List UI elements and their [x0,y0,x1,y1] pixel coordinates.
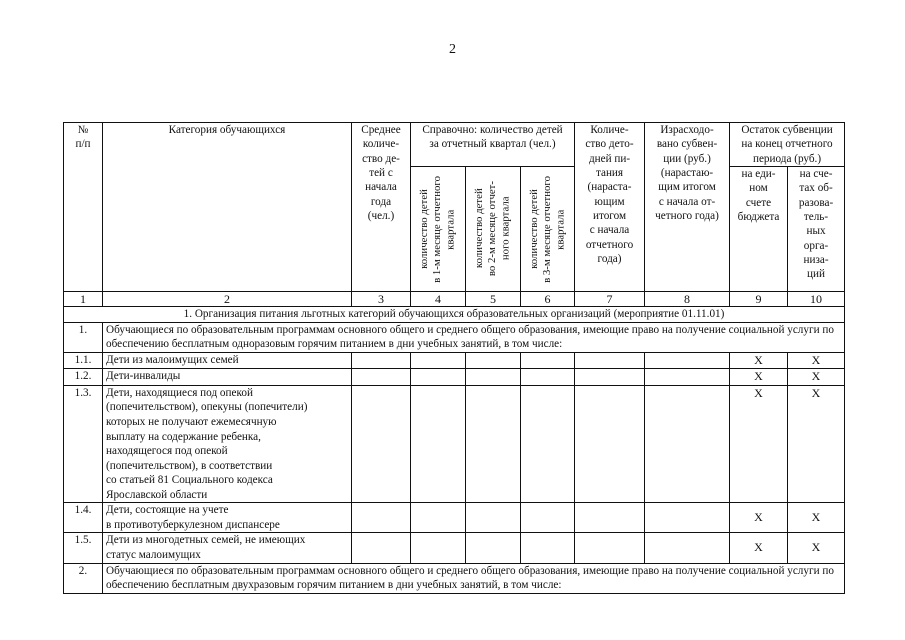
row-1-3-cell-8 [645,385,730,503]
row-1-2-cell-6 [521,369,575,386]
row-1-3-cell-10: X [788,385,845,503]
row-1-num: 1. [64,322,103,352]
row-1-5-cell-7 [575,533,645,563]
table-row-1-1 [64,352,845,369]
header-row-1 [64,123,845,167]
row-1-3-cell-4 [411,385,466,503]
row-1-5-cell-3 [352,533,411,563]
column-number-row [64,291,845,306]
colnum-4: 4 [411,291,466,306]
row-1-5-cell-9: X [730,533,788,563]
colnum-2: 2 [103,291,352,306]
colnum-5: 5 [466,291,521,306]
section-1-row [64,306,845,322]
row-1-3-text: Дети, находящиеся под опекой (попечительством), опекуны (попечители) которых не получают ежемесячную выплату на содержание ребенка, находящегося под опекой (попечительством), в соответствии со статьей 81 Социального кодекса Ярославской области [103,385,352,503]
row-1-4-cell-6 [521,503,575,533]
row-1-5-text: Дети из многодетных семей, не имеющих статус малоимущих [103,533,352,563]
row-1-1-text: Дети из малоимущих семей [103,352,352,369]
row-1-2-cell-3 [352,369,411,386]
header-month-2-label: количество детей во 2-м месяце отчет- ного квартала [473,181,512,277]
row-1-1-cell-10: X [788,352,845,369]
row-2-text: Обучающиеся по образовательным программам основного общего и среднего общего образования, имеющие право на получение социальной услуги по обеспечению бесплатным двухразовым горячим питанием в дни учебных занятий, в том числе: [103,563,845,593]
row-1-1-cell-4 [411,352,466,369]
row-1-2-cell-7 [575,369,645,386]
row-1-4-text: Дети, состоящие на учете в противотуберкулезном диспансере [103,503,352,533]
header-month-3-label: количество детей в 3-м месяце отчетного квартала [527,175,567,283]
header-balance-orgs: на сче- тах об- разова- тель- ных орга- низа- ций [788,166,845,291]
row-1-4-cell-5 [466,503,521,533]
table-row-1-4 [64,503,845,533]
table-row-2 [64,563,845,593]
row-1-2-cell-4 [411,369,466,386]
row-1-3-cell-5 [466,385,521,503]
row-1-4-cell-10: X [788,503,845,533]
row-1-4-cell-9: X [730,503,788,533]
row-1-3-cell-9: X [730,385,788,503]
row-1-2-cell-5 [466,369,521,386]
row-1-5-num: 1.5. [64,533,103,563]
row-1-5-cell-10: X [788,533,845,563]
header-month-3 [521,166,575,291]
colnum-10: 10 [788,291,845,306]
row-1-4-cell-3 [352,503,411,533]
row-1-2-cell-10: X [788,369,845,386]
header-month-1 [411,166,466,291]
row-1-5-cell-8 [645,533,730,563]
row-1-1-cell-8 [645,352,730,369]
row-1-5-cell-6 [521,533,575,563]
row-1-5-cell-4 [411,533,466,563]
colnum-8: 8 [645,291,730,306]
header-balance: Остаток субвенции на конец отчетного периода (руб.) [730,123,845,167]
colnum-6: 6 [521,291,575,306]
row-1-5-cell-5 [466,533,521,563]
row-1-1-cell-3 [352,352,411,369]
header-balance-budget: на еди- ном счете бюджета [730,166,788,291]
row-2-num: 2. [64,563,103,593]
table-row-1-3 [64,385,845,503]
row-1-3-cell-3 [352,385,411,503]
table-row-1 [64,322,845,352]
table-row-1-5 [64,533,845,563]
section-1-title: 1. Организация питания льготных категорий обучающихся образовательных организаций (мероприятие 01.11.01) [64,306,845,322]
row-1-4-num: 1.4. [64,503,103,533]
header-avg-children: Среднее количе- ство де- тей с начала года (чел.) [352,123,411,292]
header-spent: Израсходо- вано субвен- ции (руб.) (нарастаю- щим итогом с начала от- четного года) [645,123,730,292]
header-child-days: Количе- ство дето- дней пи- тания (нараста- ющим итогом с начала отчетного года) [575,123,645,292]
colnum-9: 9 [730,291,788,306]
header-category: Категория обучающихся [103,123,352,292]
row-1-1-cell-6 [521,352,575,369]
row-1-4-cell-4 [411,503,466,533]
header-month-2 [466,166,521,291]
colnum-7: 7 [575,291,645,306]
row-1-2-text: Дети-инвалиды [103,369,352,386]
row-1-1-num: 1.1. [64,352,103,369]
row-1-text: Обучающиеся по образовательным программам основного общего и среднего общего образования, имеющие право на получение социальной услуги по обеспечению бесплатным одноразовым горячим питанием в дни учебных занятий, в том числе: [103,322,845,352]
row-1-3-num: 1.3. [64,385,103,503]
header-reference: Справочно: количество детей за отчетный квартал (чел.) [411,123,575,167]
header-num: № п/п [64,123,103,292]
row-1-3-cell-6 [521,385,575,503]
row-1-2-num: 1.2. [64,369,103,386]
row-1-4-cell-7 [575,503,645,533]
table-row-1-2 [64,369,845,386]
row-1-1-cell-7 [575,352,645,369]
row-1-1-cell-5 [466,352,521,369]
colnum-1: 1 [64,291,103,306]
row-1-4-cell-8 [645,503,730,533]
header-month-1-label: количество детей в 1-м месяце отчетного квартала [418,175,457,283]
row-1-1-cell-9: X [730,352,788,369]
report-table [63,122,845,594]
row-1-3-cell-7 [575,385,645,503]
colnum-3: 3 [352,291,411,306]
row-1-2-cell-9: X [730,369,788,386]
page-number: 2 [449,42,456,57]
row-1-2-cell-8 [645,369,730,386]
